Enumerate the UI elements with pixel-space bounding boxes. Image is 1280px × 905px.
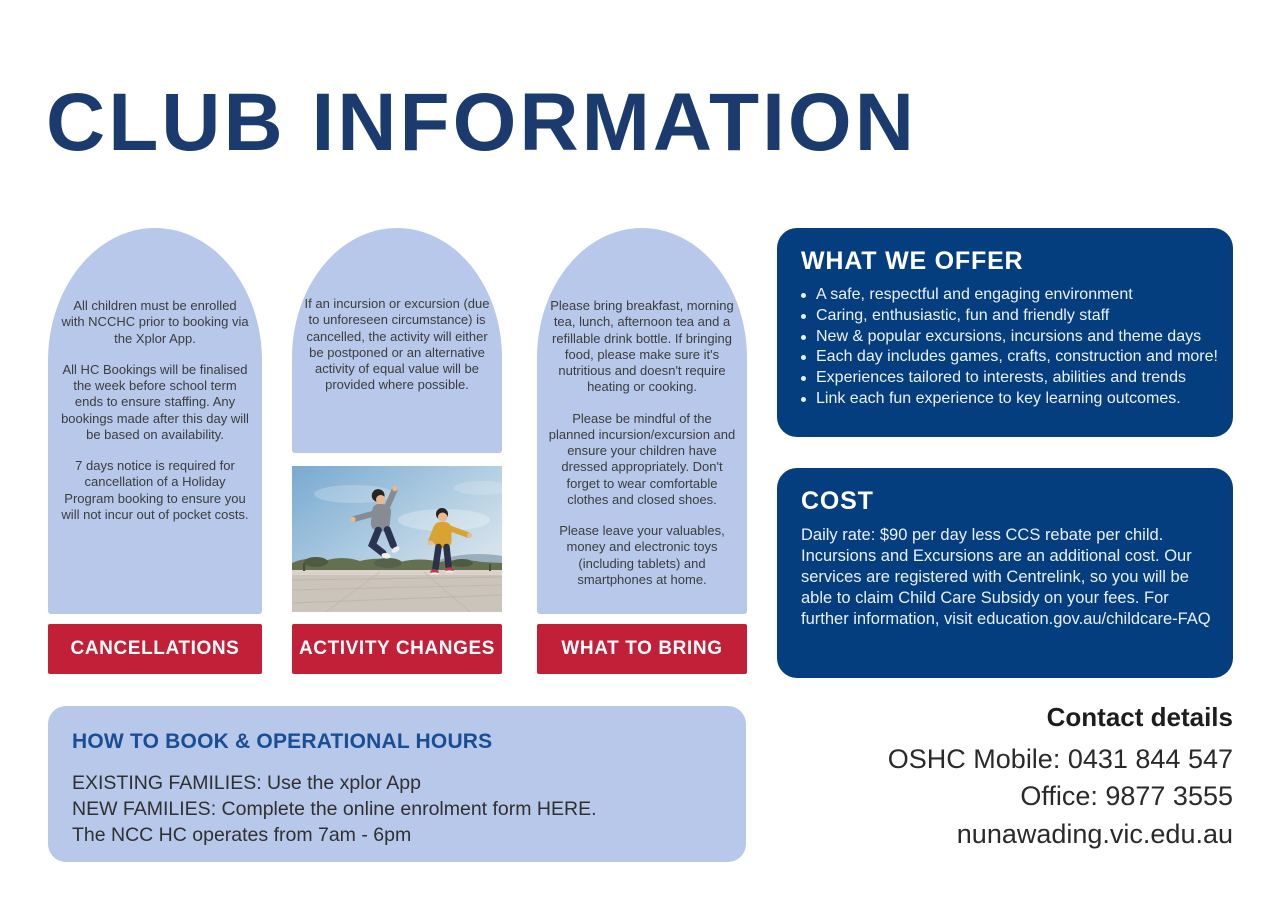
offer-item: Each day includes games, crafts, construction and more!: [801, 347, 1219, 368]
what-we-offer-list: [801, 285, 1219, 410]
what-to-bring-paragraph: Please be mindful of the planned incursion/excursion and ensure your children have dressed appropriately. Don't forget to wear comfortable clothes and closed shoes.: [548, 410, 736, 507]
booking-new-families: NEW FAMILIES: Complete the online enrolment form HERE.: [72, 797, 597, 820]
offer-item: Caring, enthusiastic, fun and friendly staff: [801, 306, 1219, 327]
booking-title: HOW TO BOOK & OPERATIONAL HOURS: [72, 730, 493, 753]
what-to-bring-paragraph: Please bring breakfast, morning tea, lunch, afternoon tea and a refillable drink bottle. If bringing food, please make sure it's nutritious and doesn't require heating or cooking.: [550, 298, 734, 395]
children-jumping-illustration: [292, 466, 502, 612]
bullet-icon: [801, 293, 806, 298]
cancellations-paragraph: All children must be enrolled with NCCHC prior to booking via the Xplor App.: [61, 298, 249, 346]
cancellations-paragraph: 7 days notice is required for cancellation of a Holiday Program booking to ensure you will not incur out of pocket costs.: [61, 458, 249, 522]
contact-mobile: OSHC Mobile: 0431 844 547: [887, 744, 1233, 774]
booking-existing-families: EXISTING FAMILIES: Use the xplor App: [72, 772, 421, 794]
what-to-bring-button[interactable]: WHAT TO BRING: [537, 624, 747, 674]
offer-item: Link each fun experience to key learning outcomes.: [801, 389, 1219, 410]
contact-details-title: Contact details: [1046, 702, 1233, 732]
bullet-icon: [801, 376, 806, 381]
booking-panel: [48, 706, 746, 862]
children-jumping-photo: [292, 466, 502, 612]
booking-operating-hours: The NCC HC operates from 7am - 6pm: [72, 823, 412, 846]
bullet-icon: [801, 314, 806, 319]
what-to-bring-paragraph: Please leave your valuables, money and electronic toys (including tablets) and smartphones at home.: [559, 523, 725, 587]
activity-changes-paragraph: If an incursion or excursion (due to unforeseen circumstance) is cancelled, the activity will either be postponed or an alternative activity of equal value will be provided where possible.: [304, 296, 490, 393]
cost-panel: [777, 468, 1233, 678]
page-title: CLUB INFORMATION: [46, 77, 917, 168]
card-cancellations: [48, 228, 262, 614]
offer-item: New & popular excursions, incursions and theme days: [801, 327, 1219, 348]
activity-changes-button[interactable]: ACTIVITY CHANGES: [292, 624, 502, 674]
contact-website[interactable]: nunawading.vic.edu.au: [956, 818, 1233, 849]
bullet-icon: [801, 397, 806, 402]
contact-details: [753, 702, 1233, 853]
card-activity-changes: [292, 228, 502, 453]
cost-title: COST: [801, 487, 874, 515]
bullet-icon: [801, 335, 806, 340]
offer-item: A safe, respectful and engaging environment: [801, 285, 1219, 306]
contact-office: Office: 9877 3555: [1020, 781, 1233, 812]
cancellations-button[interactable]: CANCELLATIONS: [48, 624, 262, 674]
card-what-to-bring: [537, 228, 747, 614]
cancellations-paragraph: All HC Bookings will be finalised the week before school term ends to ensure staffing. Any bookings made after this day will be based on availability.: [61, 361, 249, 442]
what-we-offer-panel: [777, 228, 1233, 437]
what-we-offer-title: WHAT WE OFFER: [801, 247, 1024, 275]
offer-item: Experiences tailored to interests, abilities and trends: [801, 368, 1219, 389]
cost-body: Daily rate: $90 per day less CCS rebate per child. Incursions and Excursions are an additional cost. Our services are registered with Centrelink, so you will be able to claim Child Care Subsidy on your fees. For further information, visit education.gov.au/childcare-FAQ: [801, 526, 1211, 628]
bullet-icon: [801, 355, 806, 360]
